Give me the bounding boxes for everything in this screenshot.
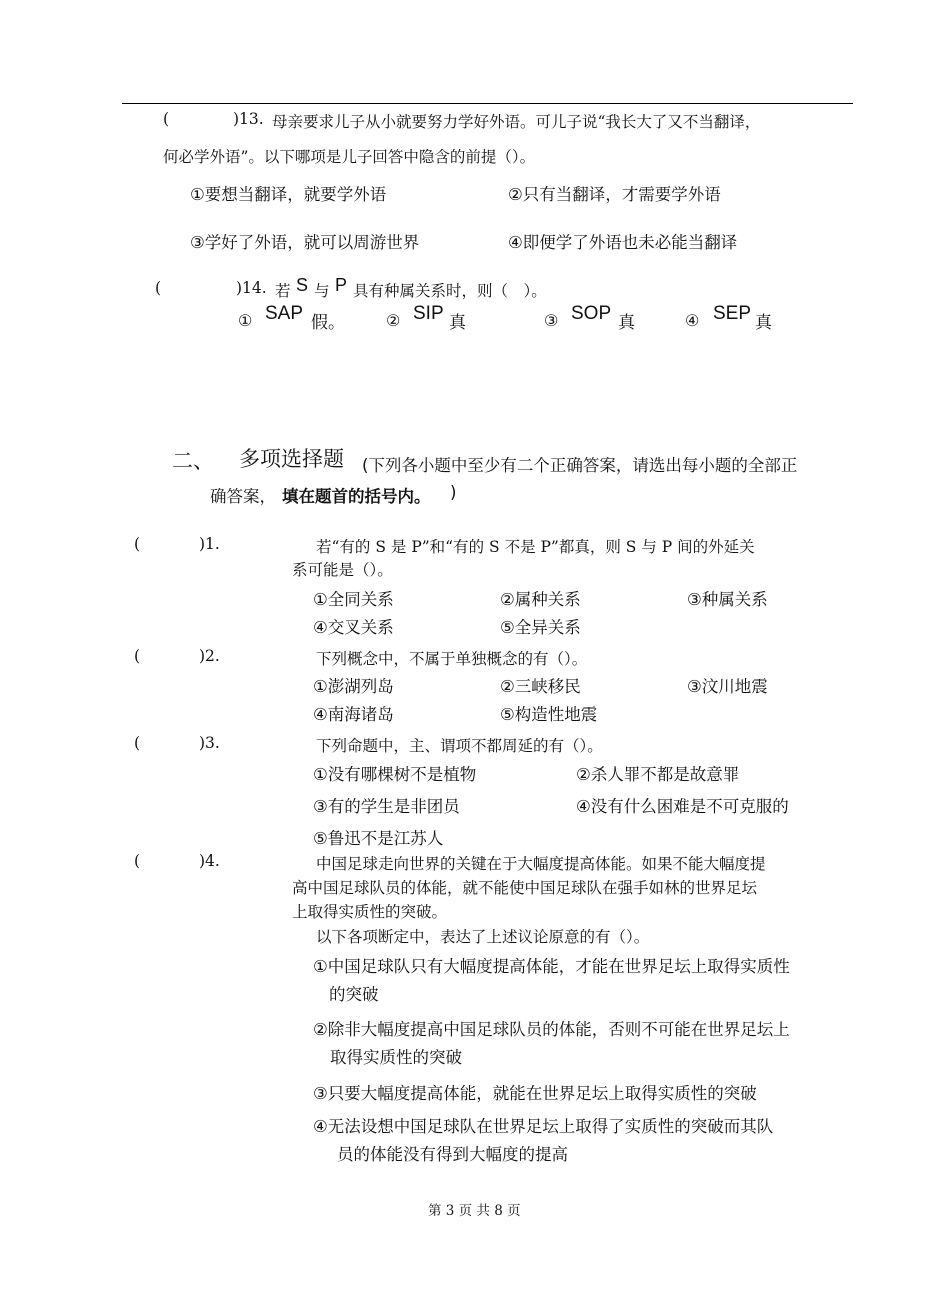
mq3-answer-paren-open: ( [134, 734, 141, 752]
mq4-option-3: ③只要大幅度提高体能，就能在世界足坛上取得实质性的突破 [313, 1084, 757, 1103]
mq2-answer-paren-open: ( [134, 647, 141, 665]
mq4-stem-line3: 上取得实质性的突破。 [292, 903, 448, 921]
mq4-stem-line4: 以下各项断定中，表达了上述议论原意的有（）。 [316, 928, 650, 946]
mq1-number: )1. [199, 535, 220, 553]
q13-option-3: ③学好了外语，就可以周游世界 [190, 233, 420, 252]
q13-option-1: ①要想当翻译，就要学外语 [190, 185, 387, 204]
mq2-option-1: ①澎湖列岛 [313, 677, 394, 696]
mq4-option-2-line1: ②除非大幅度提高中国足球队员的体能，否则不可能在世界足坛上 [313, 1020, 790, 1039]
mq1-option-5: ⑤全异关系 [500, 618, 581, 637]
mq1-option-4: ④交叉关系 [313, 618, 394, 637]
q13-stem-line2: 何必学外语”。以下哪项是儿子回答中隐含的前提（）。 [163, 148, 536, 166]
q14-stem-rest: 具有种属关系时，则（ ）。 [353, 282, 547, 300]
mq1-option-3: ③种属关系 [687, 590, 768, 609]
mq3-stem-line1: 下列命题中，主、谓项不都周延的有（）。 [316, 737, 603, 755]
q14-option-2-suffix: 真 [449, 313, 466, 333]
mq4-option-4-line1: ④无法设想中国足球队在世界足坛上取得了实质性的突破而其队 [313, 1117, 774, 1136]
q14-option-3-suffix: 真 [618, 313, 635, 333]
q13-option-2: ②只有当翻译，才需要学外语 [508, 185, 721, 204]
mq4-option-2-line2: 取得实质性的突破 [330, 1048, 462, 1067]
q13-answer-paren-open: ( [163, 110, 170, 128]
section2-title: 多项选择题 [239, 447, 344, 471]
mq4-option-1-line2: 的突破 [329, 985, 379, 1004]
header-rule [122, 103, 853, 104]
mq2-number: )2. [199, 647, 220, 665]
mq3-option-2: ②杀人罪不都是故意罪 [576, 765, 740, 784]
mq3-option-4: ④没有什么困难是不可克服的 [576, 797, 789, 816]
q14-stem-ruo: 若 [275, 282, 291, 300]
q14-number: )14. [236, 279, 267, 297]
mq4-stem-line2: 高中国足球队员的体能，就不能使中国足球队在强手如林的世界足坛 [292, 879, 758, 897]
section2-number: 二、 [172, 449, 214, 473]
mq3-option-3: ③有的学生是非团员 [313, 797, 460, 816]
mq2-option-2: ②三峡移民 [500, 677, 581, 696]
q14-stem-yu: 与 [314, 282, 330, 300]
q14-stem-p: P [335, 275, 348, 295]
mq1-stem-line2: 系可能是（）。 [292, 561, 393, 579]
q14-option-2-term: SIP [413, 303, 444, 324]
mq3-option-1: ①没有哪棵树不是植物 [313, 765, 477, 784]
q14-option-2-num: ② [386, 311, 401, 330]
mq2-option-4: ④南海诸岛 [313, 705, 394, 724]
q14-option-1-num: ① [238, 311, 253, 330]
q13-number: )13. [233, 110, 264, 128]
q14-option-4-term: SEP [713, 303, 752, 324]
q14-option-4-suffix: 真 [755, 313, 772, 333]
q14-stem-s: S [296, 275, 309, 295]
mq2-option-3: ③汶川地震 [687, 677, 768, 696]
q14-option-3-num: ③ [544, 311, 559, 330]
mq3-number: )3. [199, 734, 220, 752]
mq2-stem-line1: 下列概念中，不属于单独概念的有（）。 [316, 650, 588, 668]
page-footer: 第 3 页 共 8 页 [428, 1203, 521, 1219]
q14-option-3-term: SOP [571, 303, 612, 324]
mq4-number: )4. [199, 852, 220, 870]
q13-option-4: ④即便学了外语也未必能当翻译 [508, 233, 738, 252]
q14-answer-paren-open: ( [155, 279, 162, 297]
mq4-option-1-line1: ①中国足球队只有大幅度提高体能，才能在世界足坛上取得实质性 [313, 957, 790, 976]
q14-option-1-term: SAP [265, 303, 304, 324]
mq3-option-5: ⑤鲁迅不是江苏人 [313, 829, 444, 848]
mq1-stem-line1: 若“有的 S 是 P”和“有的 S 不是 P”都真，则 S 与 P 间的外延关 [316, 538, 755, 556]
q13-stem-line1: 母亲要求儿子从小就要努力学好外语。可儿子说“我长大了又不当翻译， [272, 113, 761, 131]
mq2-option-5: ⑤构造性地震 [500, 705, 598, 724]
mq1-answer-paren-open: ( [134, 535, 141, 553]
section2-instruction-line1: (下列各小题中至少有二个正确答案，请选出每小题的全部正 [362, 456, 798, 475]
mq4-option-4-line2: 员的体能没有得到大幅度的提高 [337, 1145, 568, 1164]
section2-instruction-line2b: 填在题首的括号内。 [282, 487, 431, 506]
mq1-option-1: ①全同关系 [313, 590, 394, 609]
mq4-answer-paren-open: ( [134, 852, 141, 870]
mq1-option-2: ②属种关系 [500, 590, 581, 609]
mq4-stem-line1: 中国足球走向世界的关键在于大幅度提高体能。如果不能大幅度提 [316, 855, 766, 873]
section2-instruction-line2c: ) [450, 483, 457, 502]
q14-option-1-suffix: 假。 [311, 313, 345, 333]
section2-instruction-line2a: 确答案， [210, 487, 276, 506]
q14-option-4-num: ④ [685, 311, 700, 330]
